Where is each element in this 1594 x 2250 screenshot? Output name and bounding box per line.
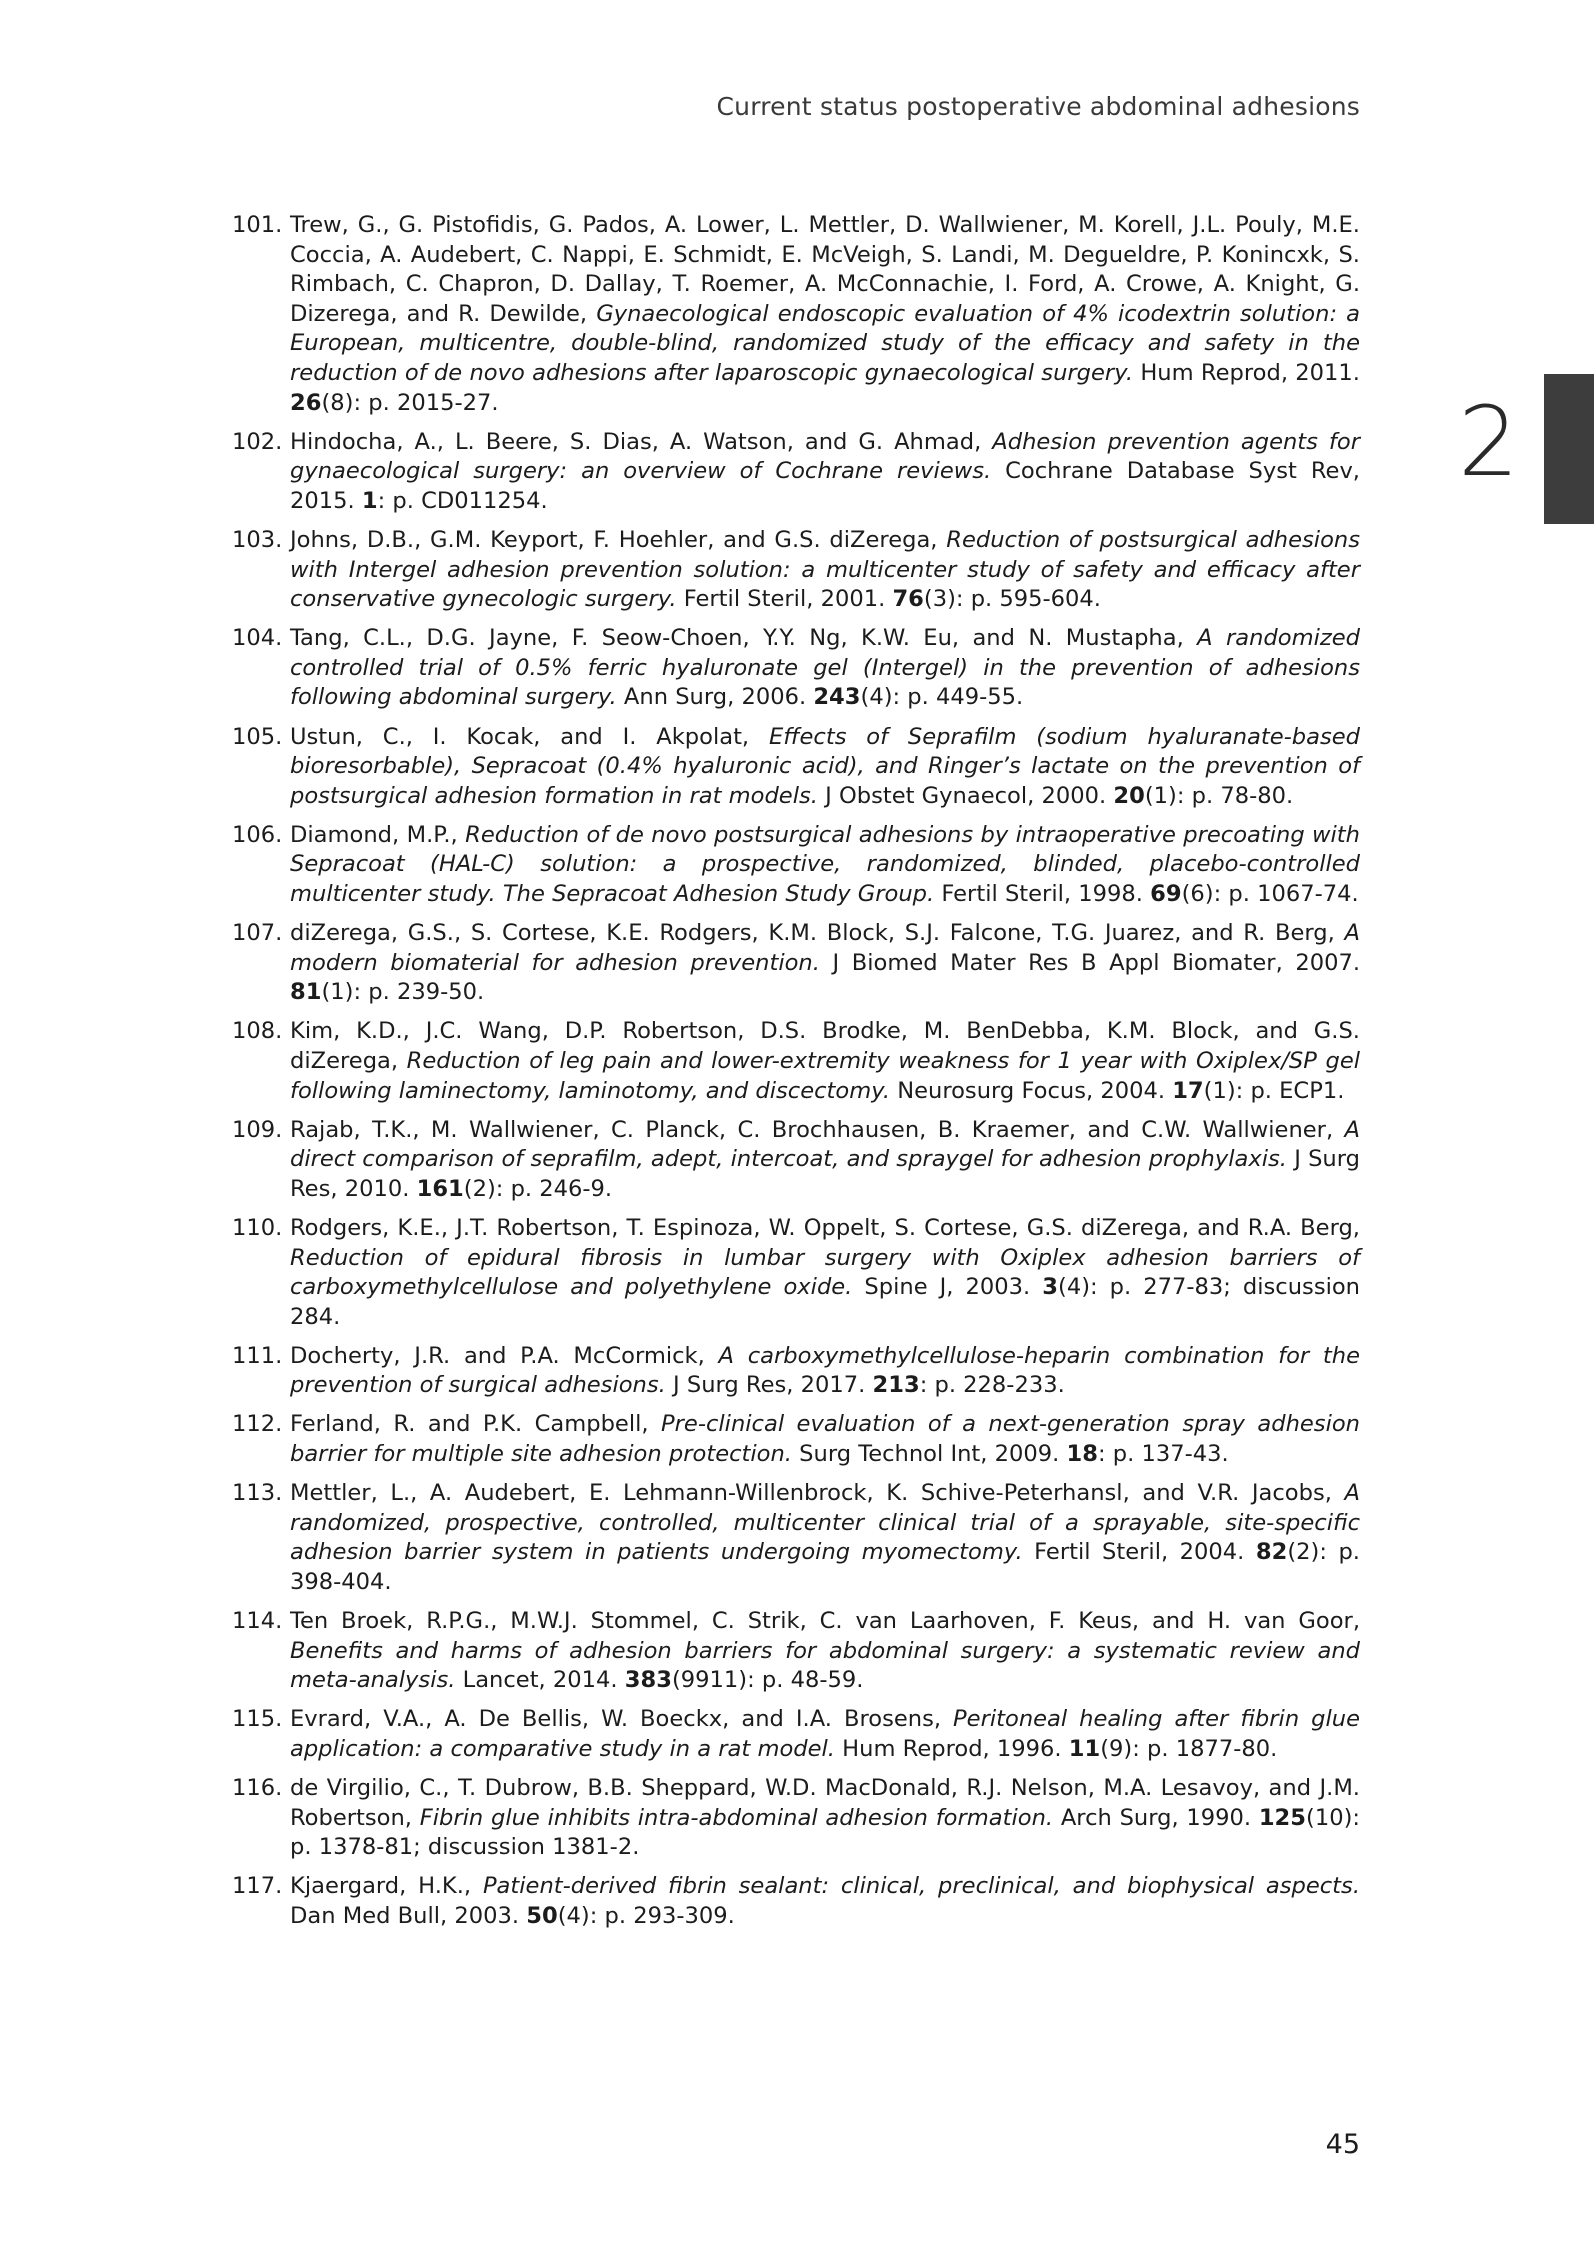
- reference-authors: Ten Broek, R.P.G., M.W.J. Stommel, C. Strik, C. van Laarhoven, F. Keus, and H. van Goor,: [290, 1608, 1360, 1635]
- reference-item: [226, 1872, 1360, 1931]
- reference-authors: Trew, G., G. Pistofidis, G. Pados, A. Lower, L. Mettler, D. Wallwiener, M. Korell, J.L. Pouly, M.E. Coccia, A. Audebert, C. Nappi, E. Schmidt, E. McVeigh, S. Landi, M. Degueldre, P. Konincxk, S. Rimbach, C. Chapron, D. Dallay, T. Roemer, A. McConnachie, I. Ford, A. Crowe, A. Knight, G. Dizerega, and R. Dewilde,: [290, 212, 1360, 327]
- reference-authors: Mettler, L., A. Audebert, E. Lehmann-Willenbrock, K. Schive-Peterhansl, and V.R. Jacobs,: [290, 1480, 1345, 1507]
- reference-authors: Evrard, V.A., A. De Bellis, W. Boeckx, and I.A. Brosens,: [290, 1706, 954, 1733]
- reference-number: 107.: [232, 920, 283, 947]
- reference-venue: Arch Surg, 1990.: [1053, 1804, 1259, 1831]
- reference-pages: (2): p. 246-9.: [463, 1175, 613, 1202]
- reference-volume: 243: [813, 684, 861, 711]
- reference-title: Reduction of de novo postsurgical adhesions by intraoperative precoating with Sepracoat (HAL-C) solution: a prospective, randomized, blinded, placebo-controlled multicenter study. The Sepracoat Adhesion Study Group.: [290, 821, 1360, 907]
- reference-item: [226, 1116, 1360, 1205]
- reference-venue: Fertil Steril, 2004.: [1022, 1539, 1256, 1566]
- reference-pages: (4): p. 293-309.: [557, 1902, 735, 1929]
- reference-item: [226, 211, 1360, 418]
- reference-volume: 383: [624, 1667, 672, 1694]
- reference-title: Adhesion prevention agents for gynaecological surgery: an overview of Cochrane reviews.: [290, 428, 1361, 485]
- reference-pages: : p. CD011254.: [377, 487, 548, 514]
- reference-title: Gynaecological endoscopic evaluation of 4% icodextrin solution: a European, multicentre, double-blind, randomized study of the efficacy and safety in the reduction of de novo adhesions after laparoscopic gynaecological surgery.: [290, 300, 1361, 386]
- reference-volume: 81: [290, 979, 322, 1006]
- reference-item: [226, 919, 1360, 1008]
- reference-number: 106.: [232, 821, 283, 848]
- reference-venue: Hum Reprod, 1996.: [834, 1735, 1069, 1762]
- reference-title: Pre-clinical evaluation of a next-generation spray adhesion barrier for multiple site adhesion protection.: [290, 1411, 1360, 1468]
- running-header: Current status postoperative abdominal adhesions: [716, 92, 1360, 121]
- reference-pages: (9): p. 1877-80.: [1100, 1735, 1278, 1762]
- reference-pages: (4): p. 277-83; discussion 284.: [290, 1274, 1361, 1330]
- reference-title: A direct comparison of seprafilm, adept, intercoat, and spraygel for adhesion prophylaxis.: [290, 1116, 1360, 1173]
- reference-venue: Hum Reprod, 2011.: [1133, 359, 1360, 386]
- reference-venue: Fertil Steril, 1998.: [934, 880, 1151, 907]
- reference-pages: (3): p. 595-604.: [923, 586, 1101, 613]
- reference-volume: 18: [1066, 1441, 1098, 1468]
- reference-number: 113.: [232, 1480, 283, 1507]
- reference-venue: J Surg Res, 2017.: [665, 1372, 873, 1399]
- reference-number: 110.: [232, 1214, 283, 1241]
- reference-title: Reduction of leg pain and lower-extremity weakness for 1 year with Oxiplex/SP gel following laminectomy, laminotomy, and discectomy.: [290, 1047, 1360, 1104]
- reference-venue: Ann Surg, 2006.: [616, 684, 814, 711]
- reference-title: Reduction of postsurgical adhesions with Intergel adhesion prevention solution: a multicenter study of safety and efficacy after conservative gynecologic surgery.: [290, 526, 1360, 613]
- reference-venue: Lancet, 2014.: [455, 1667, 625, 1694]
- reference-title: Benefits and harms of adhesion barriers for abdominal surgery: a systematic review and meta-analysis.: [290, 1637, 1360, 1694]
- reference-volume: 17: [1172, 1077, 1204, 1104]
- reference-item: [226, 526, 1360, 615]
- reference-volume: 125: [1258, 1804, 1306, 1831]
- reference-title: Fibrin glue inhibits intra-abdominal adhesion formation.: [419, 1804, 1054, 1831]
- reference-venue: Fertil Steril, 2001.: [676, 586, 893, 613]
- reference-title: Peritoneal healing after fibrin glue application: a comparative study in a rat model.: [290, 1706, 1360, 1762]
- reference-volume: 11: [1068, 1735, 1101, 1762]
- reference-item: [226, 1214, 1360, 1332]
- reference-venue: Spine J, 2003.: [852, 1274, 1043, 1301]
- reference-title: A carboxymethylcellulose-heparin combination for the prevention of surgical adhesions.: [290, 1342, 1360, 1399]
- reference-item: [226, 1017, 1360, 1106]
- reference-venue: Surg Technol Int, 2009.: [791, 1441, 1067, 1468]
- reference-venue: J Surg Res, 2010.: [290, 1146, 1360, 1202]
- reference-item: [226, 1479, 1360, 1597]
- chapter-tab: [1544, 374, 1594, 524]
- reference-pages: (6): p. 1067-74.: [1181, 880, 1359, 907]
- reference-authors: diZerega, G.S., S. Cortese, K.E. Rodgers, K.M. Block, S.J. Falcone, T.G. Juarez, and R. Berg,: [290, 920, 1345, 947]
- reference-title: Reduction of epidural fibrosis in lumbar surgery with Oxiplex adhesion barriers of carboxymethylcellulose and polyethylene oxide.: [290, 1244, 1360, 1301]
- reference-pages: (4): p. 449-55.: [860, 684, 1024, 711]
- reference-authors: Johns, D.B., G.M. Keyport, F. Hoehler, and G.S. diZerega,: [290, 526, 947, 553]
- reference-authors: Rajab, T.K., M. Wallwiener, C. Planck, C. Brochhausen, B. Kraemer, and C.W. Wallwiener,: [290, 1116, 1345, 1143]
- reference-authors: Tang, C.L., D.G. Jayne, F. Seow-Choen, Y.Y. Ng, K.W. Eu, and N. Mustapha,: [290, 625, 1198, 652]
- reference-number: 116.: [232, 1775, 283, 1801]
- reference-number: 102.: [232, 428, 283, 455]
- reference-item: [226, 1342, 1360, 1401]
- page-number: 45: [1325, 2129, 1360, 2160]
- reference-authors: de Virgilio, C., T. Dubrow, B.B. Sheppard, W.D. MacDonald, R.J. Nelson, M.A. Lesavoy, and J.M. Robertson,: [290, 1775, 1360, 1831]
- reference-volume: 213: [872, 1372, 920, 1399]
- reference-volume: 3: [1042, 1274, 1058, 1301]
- reference-venue: J Obstet Gynaecol, 2000.: [817, 782, 1114, 809]
- reference-volume: 1: [361, 487, 378, 514]
- reference-pages: (1): p. ECP1.: [1203, 1077, 1345, 1104]
- reference-volume: 26: [290, 389, 322, 416]
- reference-title: A modern biomaterial for adhesion prevention.: [290, 920, 1360, 976]
- reference-number: 114.: [232, 1608, 283, 1635]
- reference-number: 111.: [232, 1342, 283, 1369]
- reference-authors: Kim, K.D., J.C. Wang, D.P. Robertson, D.S. Brodke, M. BenDebba, K.M. Block, and G.S. diZerega,: [290, 1018, 1360, 1074]
- reference-volume: 76: [892, 586, 924, 613]
- reference-volume: 50: [526, 1902, 558, 1929]
- reference-item: [226, 428, 1360, 517]
- reference-pages: (9911): p. 48-59.: [671, 1667, 864, 1694]
- reference-pages: (10): p. 1378-81; discussion 1381-2.: [290, 1804, 1360, 1861]
- reference-volume: 82: [1255, 1539, 1288, 1566]
- reference-authors: Hindocha, A., L. Beere, S. Dias, A. Watson, and G. Ahmad,: [290, 428, 993, 455]
- reference-venue: Dan Med Bull, 2003.: [290, 1902, 527, 1929]
- reference-pages: (2): p. 398-404.: [290, 1539, 1360, 1595]
- reference-number: 104.: [232, 625, 283, 652]
- reference-item: [226, 723, 1360, 812]
- reference-venue: Cochrane Database Syst Rev, 2015.: [290, 458, 1360, 514]
- reference-pages: : p. 137-43.: [1097, 1441, 1229, 1468]
- reference-item: [226, 1607, 1360, 1696]
- reference-number: 105.: [232, 723, 283, 750]
- reference-item: [226, 821, 1360, 910]
- reference-title: A randomized, prospective, controlled, multicenter clinical trial of a sprayable, site-specific adhesion barrier system in patients undergoing myomectomy.: [290, 1480, 1360, 1566]
- reference-number: 101.: [232, 212, 283, 238]
- reference-authors: Ustun, C., I. Kocak, and I. Akpolat,: [290, 723, 769, 750]
- reference-item: [226, 624, 1360, 713]
- reference-volume: 69: [1150, 880, 1182, 907]
- reference-number: 115.: [232, 1706, 283, 1733]
- reference-title: Patient-derived fibrin sealant: clinical, preclinical, and biophysical aspects.: [482, 1873, 1360, 1900]
- reference-number: 117.: [232, 1873, 283, 1900]
- reference-item: [226, 1410, 1360, 1469]
- reference-item: [226, 1774, 1360, 1863]
- reference-authors: Diamond, M.P.,: [290, 821, 466, 848]
- reference-pages: (1): p. 78-80.: [1144, 782, 1294, 809]
- reference-number: 108.: [232, 1018, 283, 1045]
- reference-authors: Ferland, R. and P.K. Campbell,: [290, 1411, 662, 1438]
- reference-number: 103.: [232, 526, 283, 553]
- reference-pages: (8): p. 2015-27.: [321, 389, 499, 416]
- reference-authors: Rodgers, K.E., J.T. Robertson, T. Espinoza, W. Oppelt, S. Cortese, G.S. diZerega, and R.A. Berg,: [290, 1214, 1360, 1241]
- reference-volume: 20: [1113, 782, 1145, 809]
- reference-number: 109.: [232, 1116, 283, 1143]
- reference-number: 112.: [232, 1411, 283, 1438]
- reference-title: A randomized controlled trial of 0.5% ferric hyaluronate gel (Intergel) in the prevention of adhesions following abdominal surgery.: [290, 625, 1360, 711]
- reference-title: Effects of Seprafilm (sodium hyaluranate-based bioresorbable), Sepracoat (0.4% hyaluronic acid), and Ringer’s lactate on the prevention of postsurgical adhesion formation in rat models.: [290, 723, 1361, 809]
- reference-venue: J Biomed Mater Res B Appl Biomater, 2007.: [819, 949, 1360, 976]
- reference-pages: (1): p. 239-50.: [321, 979, 485, 1006]
- reference-volume: 161: [416, 1175, 464, 1202]
- reference-list: [226, 211, 1360, 1941]
- reference-pages: : p. 228-233.: [919, 1372, 1065, 1399]
- chapter-number: 2: [1458, 386, 1520, 498]
- reference-item: [226, 1705, 1360, 1764]
- reference-authors: Kjaergard, H.K.,: [290, 1873, 483, 1900]
- reference-venue: Neurosurg Focus, 2004.: [890, 1077, 1173, 1104]
- reference-authors: Docherty, J.R. and P.A. McCormick,: [290, 1342, 719, 1369]
